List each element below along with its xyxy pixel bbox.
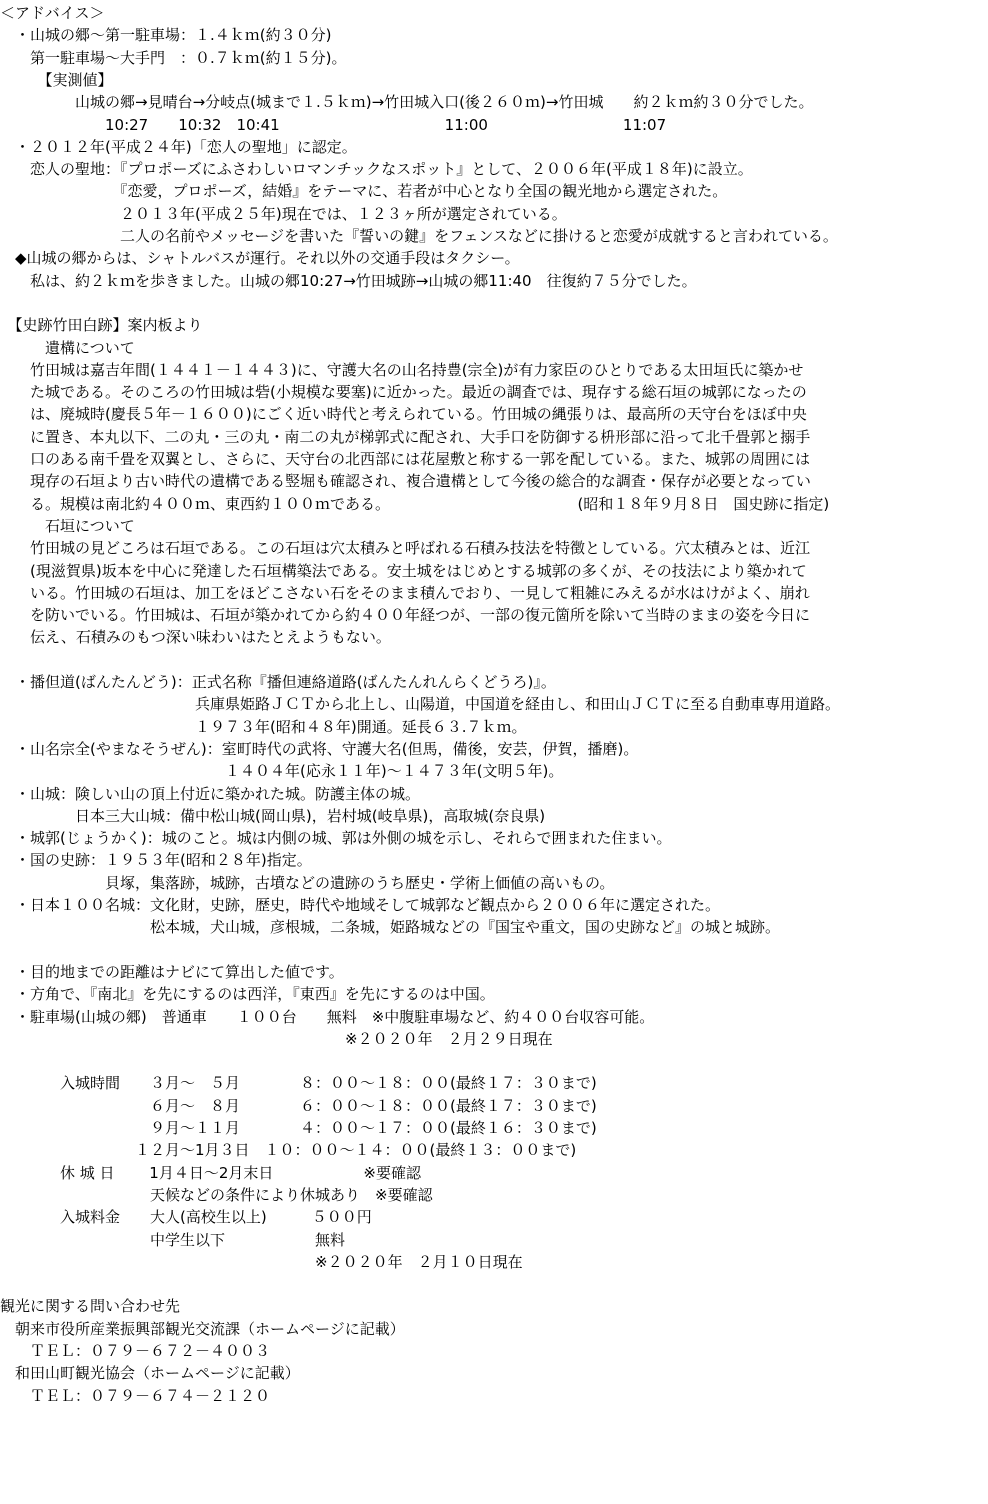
text-line: ９月～１１月 ４：００～１７：００(最終１６：３０まで) bbox=[0, 1119, 597, 1137]
text-line: ２０１３年(平成２５年)現在では、１２３ヶ所が選定されている。 bbox=[0, 204, 567, 223]
text-line: 和田山町観光協会（ホームページに記載） bbox=[0, 1364, 300, 1383]
text-line: ・駐車場(山城の郷) 普通車 １００台 無料 ※中腹駐車場など、約４００台収容可能。 bbox=[0, 1007, 655, 1026]
text-line: (現滋賀県)坂本を中心に発達した石垣構築法である。安土城をはじめとする城郭の多くが、その技法により築かれて bbox=[0, 561, 807, 580]
text-line: 入城時間 ３月～ ５月 ８：００～１８：００(最終１７：３０まで) bbox=[0, 1074, 597, 1093]
text-line: 10:27 10:32 10:41 11:00 11:07 bbox=[0, 115, 667, 134]
text-line: 貝塚，集落跡，城跡，古墳などの遺跡のうち歴史・学術上価値の高いもの。 bbox=[0, 873, 615, 892]
text-line: 竹田城の見どころは石垣である。この石垣は穴太積みと呼ばれる石積み技法を特徴としている。穴太積みとは、近江 bbox=[0, 539, 811, 558]
text-line: に置き、本丸以下、二の丸・三の丸・南二の丸が梯郭式に配され、大手口を防御する枡形部に沿って北千畳郭と搦手 bbox=[0, 427, 811, 446]
text-line: ・山城：険しい山の頂上付近に築かれた城。防護主体の城。 bbox=[0, 784, 421, 803]
text-line: 口のある南千畳を双翼とし、さらに、天守台の北西部には花屋敷と称する一郭を配している。また、城郭の周囲には bbox=[0, 450, 811, 468]
text-line: 現存の石垣より古い時代の遺構である竪堀も確認され、複合遺構として今後の総合的な調査・保存が必要となってい bbox=[0, 472, 811, 491]
text-line: いる。竹田城の石垣は、加工をほどこさない石をそのまま積んでおり、一見して粗雑にみえるが水はけがよく、崩れ bbox=[0, 583, 810, 602]
text-line: ＜アドバイス＞ bbox=[0, 4, 105, 22]
text-line: ・目的地までの距離はナビにて算出した値です。 bbox=[0, 962, 344, 981]
text-line: ＴＥＬ：０７９－６７２－４００３ bbox=[0, 1342, 271, 1360]
text-line: 『恋愛，プロポーズ，結婚』をテーマに、若者が中心となり全国の観光地から選定された。 bbox=[0, 182, 728, 201]
text-line: た城である。そのころの竹田城は砦(小規模な要塞)に近かった。最近の調査では、現存する総石垣の城郭になったの bbox=[0, 383, 807, 402]
text-line: 恋人の聖地：『プロポーズにふさわしいロマンチックなスポット』として、２００６年(平成１８年)に設立。 bbox=[0, 160, 753, 179]
text-line: ・日本１００名城：文化財，史跡，歴史，時代や地域そして城郭など観点から２００６年に選定された。 bbox=[0, 896, 721, 914]
text-line: ・山名宗全(やまなそうぜん)：室町時代の武将、守護大名(但馬，備後，安芸，伊賀，播磨)。 bbox=[0, 739, 639, 758]
text-line: 入城料金 大人(高校生以上) ５００円 bbox=[0, 1208, 372, 1227]
text-line: 松本城，犬山城，彦根城，二条城，姫路城などの『国宝や重文，国の史跡など』の城と城跡。 bbox=[0, 918, 781, 937]
text-line: ６月～ ８月 ６：００～１８：００(最終１７：３０まで) bbox=[0, 1096, 597, 1115]
text-line: ・城郭(じょうかく)：城のこと。城は内側の城、郭は外側の城を示し、それらで囲まれた住まい。 bbox=[0, 829, 672, 848]
text-line: 山城の郷→見晴台→分岐点(城まで１.５ｋｍ)→竹田城入口(後２６０ｍ)→竹田城 約２ｋｍ約３０分でした。 bbox=[0, 93, 814, 112]
text-line: １９７３年(昭和４８年)開通。延長６３.７ｋｍ。 bbox=[0, 717, 527, 736]
text-line: ・播但道(ばんたんどう)：正式名称『播但連絡道路(ばんたんれんらくどうろ)』。 bbox=[0, 673, 556, 691]
text-line: ◆山城の郷からは、シャトルバスが運行。それ以外の交通手段はタクシー。 bbox=[0, 249, 520, 268]
text-line: 天候などの条件により休城あり ※要確認 bbox=[0, 1185, 433, 1204]
text-line: ・山城の郷～第一駐車場：１.４ｋｍ(約３０分) bbox=[0, 26, 332, 45]
text-line: 休 城 日 1月４日～2月末日 ※要確認 bbox=[0, 1163, 421, 1182]
text-line: 第一駐車場～大手門 ：０.７ｋｍ(約１５分)。 bbox=[0, 48, 347, 67]
text-line: ・国の史跡：１９５３年(昭和２８年)指定。 bbox=[0, 851, 312, 870]
text-line: 兵庫県姫路ＪＣＴから北上し、山陽道，中国道を経由し、和田山ＪＣＴに至る自動車専用道路。 bbox=[0, 695, 841, 714]
text-line: 朝来市役所産業振興部観光交流課（ホームページに記載） bbox=[0, 1319, 405, 1338]
text-line: 中学生以下 無料 bbox=[0, 1230, 346, 1249]
text-line: ・方角で、『南北』を先にするのは西洋，『東西』を先にするのは中国。 bbox=[0, 985, 495, 1004]
text-line: 伝え、石積みのもつ深い味わいはたとえようもない。 bbox=[0, 628, 391, 647]
text-line: 竹田城は嘉吉年間(１４４１－１４４３)に、守護大名の山名持豊(宗全)が有力家臣のひとりである太田垣氏に築かせ bbox=[0, 360, 804, 379]
text-line: １４０４年(応永１１年)～１４７３年(文明５年)。 bbox=[0, 762, 564, 781]
text-line: ＴＥＬ：０７９－６７４－２１２０ bbox=[0, 1386, 271, 1405]
text-line: ※２０２０年 ２月１０日現在 bbox=[0, 1252, 523, 1271]
text-line: 私は、約２ｋｍを歩きました。山城の郷10:27→竹田城跡→山城の郷11:40 往復約７５分でした。 bbox=[0, 271, 697, 290]
text-line: １２月～1月３日 １０：００～１４：００(最終１３：００まで) bbox=[0, 1141, 577, 1160]
text-line: る。規模は南北約４００ｍ、東西約１００ｍである。 (昭和１８年９月８日 国史跡に指定) bbox=[0, 494, 830, 513]
text-line: ※２０２０年 ２月２９日現在 bbox=[0, 1029, 553, 1048]
text-line: 【実測値】 bbox=[0, 70, 113, 89]
text-line: は、廃城時(慶長５年－１６００)にごく近い時代と考えられている。竹田城の縄張りは、最高所の天守台をほぼ中央 bbox=[0, 405, 807, 424]
text-line: 遺構について bbox=[0, 338, 135, 357]
text-line: ・２０１２年(平成２４年)「恋人の聖地」に認定。 bbox=[0, 137, 357, 156]
text-line: を防いでいる。竹田城は、石垣が築かれてから約４００年経つが、一部の復元箇所を除いて当時のままの姿を今日に bbox=[0, 606, 811, 625]
text-line: 観光に関する問い合わせ先 bbox=[0, 1297, 181, 1316]
text-line: 石垣について bbox=[0, 516, 135, 535]
text-line: 【史跡竹田白跡】案内板より bbox=[0, 316, 203, 335]
text-line: 二人の名前やメッセージを書いた『誓いの鍵』をフェンスなどに掛けると恋愛が成就すると言われている。 bbox=[0, 227, 838, 245]
text-line: 日本三大山城：備中松山城(岡山県)，岩村城(岐阜県)，高取城(奈良県) bbox=[0, 806, 546, 825]
